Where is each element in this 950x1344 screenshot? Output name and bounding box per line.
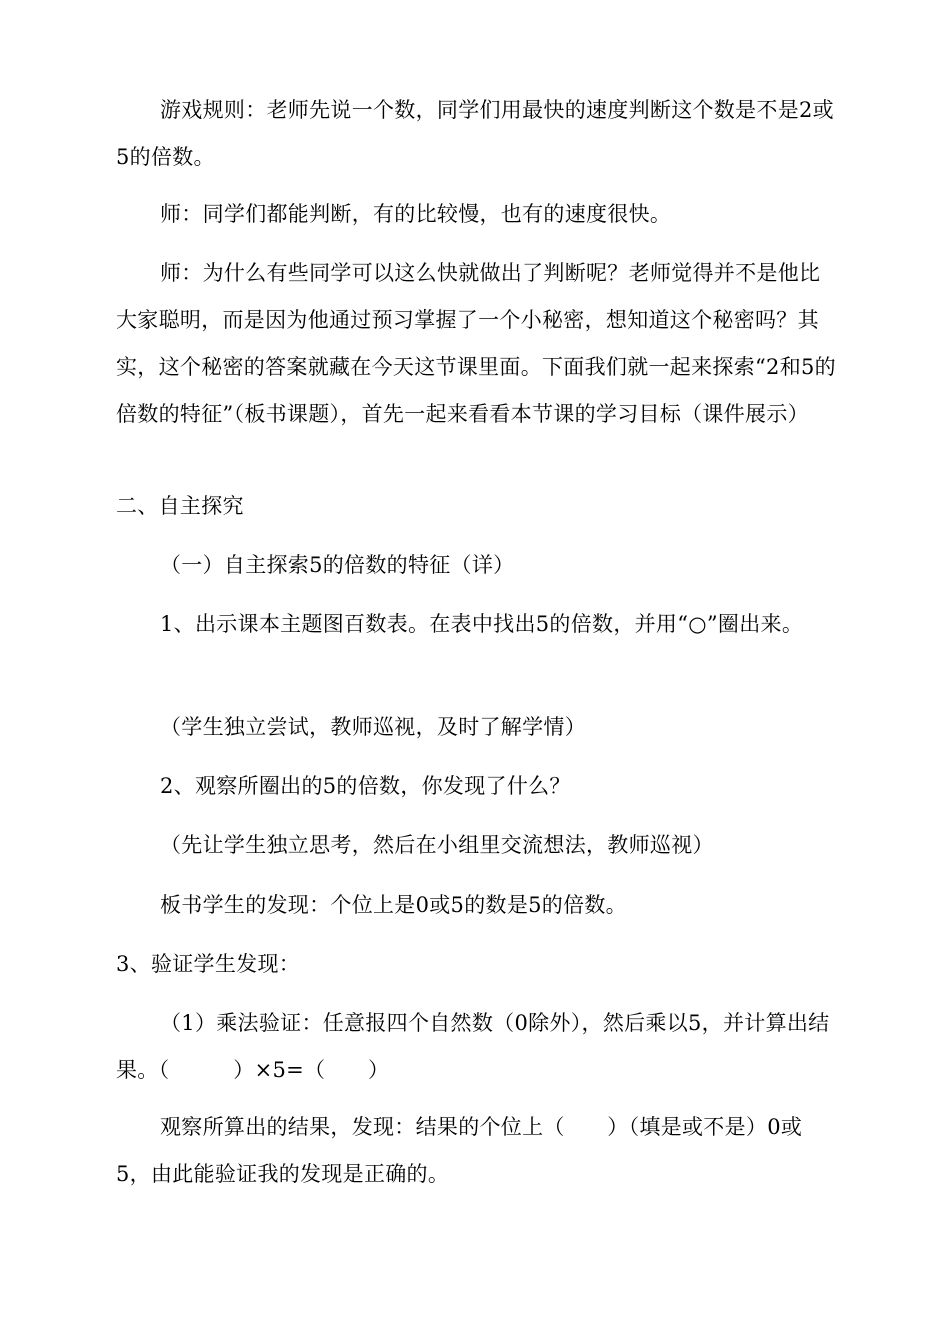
paragraph-teacher-remark-2: 师：为什么有些同学可以这么快就做出了判断呢？老师觉得并不是他比大家聪明，而是因为他通过预习掌握了一个小秘密，想知道这个秘密吗？其实，这个秘密的答案就藏在今天这节课里面。下面我们就一起来探索“2和5的倍数的特征”（板书课题），首先一起来看看本节课的学习目标（课件展示） <box>116 261 836 426</box>
multiplication-verification-paragraph: （1）乘法验证：任意报四个自然数（0除外），然后乘以5，并计算出结果。（ ）×5=（ ） <box>116 1011 830 1082</box>
note-group-discussion: （先让学生独立思考，然后在小组里交流想法，教师巡视） <box>160 833 714 857</box>
observation-paragraph: 观察所算出的结果，发现：结果的个位上（ ）（填是或不是）0或5，由此能验证我的发现是正确的。 <box>116 1115 803 1186</box>
paragraph-teacher-remark-1: 师：同学们都能判断，有的比较慢，也有的速度很快。 <box>160 202 672 226</box>
board-finding-paragraph: 板书学生的发现：个位上是0或5的数是5的倍数。 <box>160 893 627 917</box>
subsection-heading-multiples-of-5: （一）自主探索5的倍数的特征（详） <box>160 553 515 577</box>
step-3-heading: 3、验证学生发现： <box>116 952 301 976</box>
note-student-trial: （学生独立尝试，教师巡视，及时了解学情） <box>160 715 586 739</box>
section-heading-self-exploration: 二、自主探究 <box>116 494 244 518</box>
step-2-paragraph: 2、观察所圈出的5的倍数，你发现了什么？ <box>160 774 571 798</box>
paragraph-game-rules: 游戏规则：老师先说一个数，同学们用最快的速度判断这个数是不是2或5的倍数。 <box>116 98 834 169</box>
step-1-paragraph: 1、出示课本主题图百数表。在表中找出5的倍数，并用“○”圈出来。 <box>160 612 804 636</box>
